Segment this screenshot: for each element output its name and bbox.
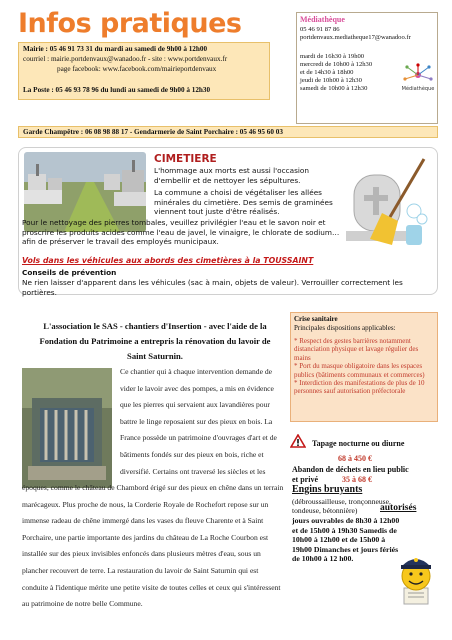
- abandon-line: Abandon de déchets en lieu public: [292, 465, 409, 474]
- police-smiley-icon: [394, 548, 440, 606]
- abandon-fine: 35 à 68 €: [342, 475, 372, 484]
- mediatheque-hours-1: mardi de 16h30 à 19h00: [300, 53, 365, 60]
- crise-item-1: * Respect des gestes barrières notamment distanciation physique et lavage régulier des mains: [294, 337, 419, 362]
- crise-title: Crise sanitaire: [294, 315, 338, 323]
- page-title: Infos pratiques: [18, 8, 242, 39]
- sas-heading: L'association le SAS - chantiers d'Insertion - avec l'aide de la Fondation du Patrimoine a entrepris la rénovation du lavoir de Saint Saturnin.: [39, 321, 271, 361]
- broom-icon: [340, 155, 432, 251]
- autorises-label: autorisés: [380, 503, 417, 513]
- mediatheque-hours-2: mercredi de 10h00 à 12h30: [300, 61, 373, 68]
- courriel-line[interactable]: courriel : mairie.portdenvaux@wanadoo.fr - site : www.portdenvaux.fr: [23, 55, 228, 63]
- engins-list: (débroussailleuse, tronçonneuse, tondeuse, bétonnière): [292, 497, 391, 516]
- garde-champetre-bar: Garde Champêtre : 06 08 98 88 17 - Gendarmerie de Saint Porchaire : 05 46 95 60 03: [18, 126, 438, 138]
- cimetiere-paragraph-2: La commune a choisi de végétaliser les allées minérales du cimetière. Des semis de graminées viennent tout juste d'être réalisés.: [154, 188, 333, 216]
- cimetiere-title: CIMETIERE: [154, 153, 217, 165]
- crise-item-3: * Interdiction des manifestations de plus de 10 personnes sauf autorisation préfectorale: [294, 379, 425, 396]
- cimetiere-paragraph-1: L'hommage aux morts est aussi l'occasion d'embellir et de nettoyer les sépultures.: [154, 166, 310, 185]
- engins-schedule: jours ouvrables de 8h30 à 12h00 et de 15h00 à 19h30 Samedis de 10h00 à 12h00 et de 15h00 à 19h00 Dimanches et jours fériés de 10h00 à 12 h00.: [292, 516, 400, 564]
- mediatheque-hours-4: jeudi de 10h00 à 12h30: [300, 77, 362, 84]
- mediatheque-title: Médiathèque: [300, 15, 345, 24]
- tapage-fine: 68 à 450 €: [338, 454, 372, 463]
- conseils-title: Conseils de prévention: [22, 268, 117, 277]
- mediatheque-email[interactable]: portdenvaux.mediatheque17@wanadoo.fr: [300, 34, 411, 41]
- vols-warning: Vols dans les véhicules aux abords des cimetières à la TOUSSAINT: [22, 256, 314, 265]
- prive-line: et privé: [292, 475, 318, 484]
- crise-subtitle: Principales dispositions applicables:: [294, 324, 396, 332]
- mediatheque-hours-5: samedi de 10h00 à 12h30: [300, 85, 368, 92]
- cimetiere-paragraph-3: Pour le nettoyage des pierres tombales, veuillez privilégier l'eau et le savon noir et proscrire les produits acides comme l'eau de javel, le vinaigre, le chlorate de sodium… afin de préserver le travail des employés municipaux.: [22, 218, 340, 246]
- mediatheque-logo: [401, 63, 435, 93]
- crise-sanitaire-box: [290, 312, 438, 422]
- warning-icon: [290, 434, 306, 448]
- sas-column-text: Ce chantier qui à chaque intervention demande de vider le lavoir avec des pompes, a mis en évidence que les pierres qui servaient aux lavandières pour battre le linge reposaient sur des pieux en bois. La France possède un patrimoine d'ouvrages d'art et de bâtiments fondés sur des pieux en bois, riche et diversifié. Certains ont traversé les siècles et les: [120, 367, 277, 476]
- svg-text:Médiathèque: Médiathèque: [401, 86, 435, 92]
- tapage-title: Tapage nocturne ou diurne: [312, 439, 405, 448]
- mediatheque-box: [296, 12, 438, 124]
- mediatheque-hours-3: et de 14h30 à 18h00: [300, 69, 354, 76]
- lavoir-photo: [22, 368, 112, 488]
- engins-title: Engins bruyants: [292, 484, 363, 495]
- mediatheque-phone: 05 46 91 87 86: [300, 26, 340, 33]
- crise-items: [294, 337, 436, 396]
- tapage-box: [290, 432, 438, 622]
- facebook-line[interactable]: page facebook: www.facebook.com/mairieportdenvaux: [57, 65, 217, 73]
- conseils-text: Ne rien laisser d'apparent dans les véhicules (sac à main, objets de valeur). Verrouiller correctement les portières.: [22, 278, 403, 297]
- poste-line: La Poste : 05 46 93 78 96 du lundi au samedi de 9h00 à 12h30: [23, 86, 211, 94]
- sas-full-text: époques, comme le château de Chambord érigé sur des pieux en chêne dans un terrain marécageux. Plus proche de nous, la Corderie Royale de Rochefort repose sur un immense radeau de chêne immergé dans les vases du fleuve Charente et à Saint Porchaire, une partie importante des jardins du château de La Roche Courbon est installée sur des pieux invisibles enfoncés dans plusieurs mètres d'eau, sous un plancher recouvert de terre. La restauration du lavoir de Saint Saturnin qui est conduite à l'identique mérite une petite visite de toutes celles et ceux qui s'intéressent au patrimoine de notre belle Commune.: [22, 483, 284, 609]
- mairie-line: Mairie : 05 46 91 73 31 du mardi au samedi de 9h00 à 12h00: [23, 45, 208, 53]
- crise-item-2: * Port du masque obligatoire dans les espaces publics (bâtiments communaux et commerces): [294, 362, 425, 379]
- contact-box: [18, 42, 270, 100]
